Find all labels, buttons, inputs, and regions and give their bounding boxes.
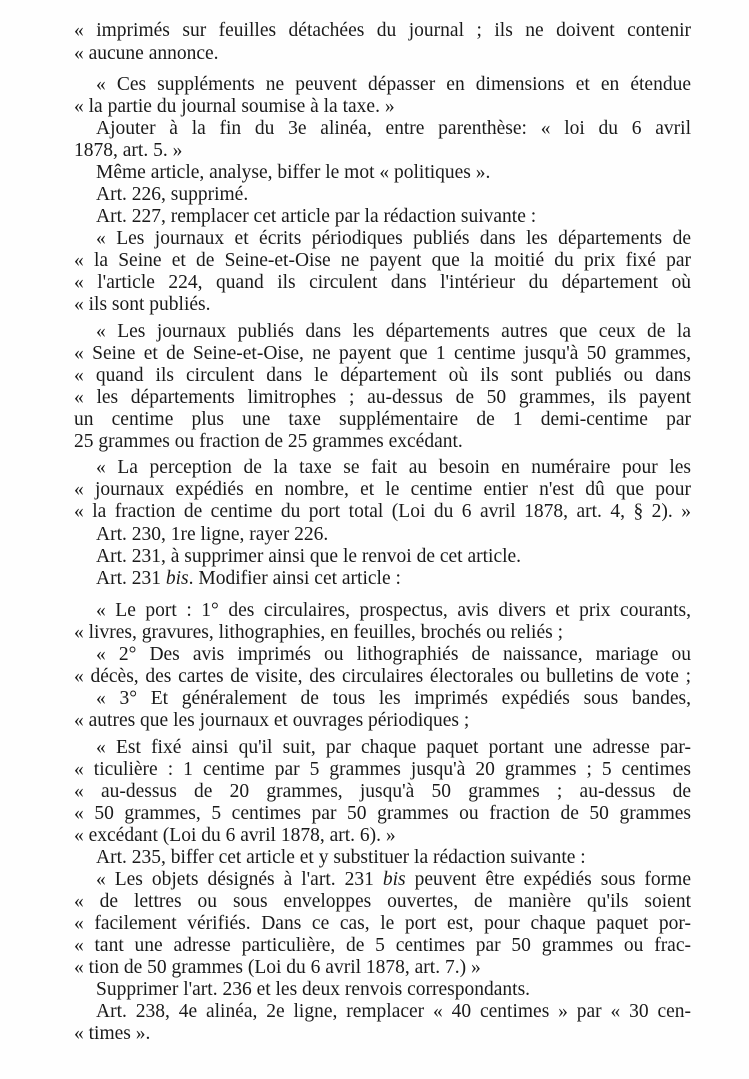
text-line: [96, 73, 691, 97]
text-line: [74, 386, 691, 410]
text-line: [74, 824, 691, 848]
text-line: [74, 478, 691, 502]
text-segment: « ils sont publiés.: [74, 294, 211, 315]
text-segment: un centime plus une taxe supplémentaire de 1 demi-centime par: [74, 409, 691, 430]
text-segment: « 50 grammes, 5 centimes par 50 grammes ou fraction de 50 grammes: [74, 803, 691, 824]
text-segment: « Les journaux et écrits périodiques publiés dans les départements de: [96, 228, 691, 249]
text-segment: « au-dessus de 20 grammes, jusqu'à 50 grammes ; au-dessus de: [74, 781, 691, 802]
text-line: [74, 19, 691, 43]
text-line: [96, 846, 691, 870]
text-line: [74, 271, 691, 295]
text-segment: Supprimer l'art. 236 et les deux renvois correspondants.: [96, 979, 531, 1000]
text-line: [74, 430, 691, 454]
text-line: [96, 227, 691, 251]
text-line: [96, 161, 691, 185]
text-segment: Art. 230, 1re ligne, rayer 226.: [96, 524, 329, 545]
text-segment: « Ces suppléments ne peuvent dépasser en dimensions et en étendue: [96, 74, 691, 95]
text-line: [96, 117, 691, 141]
text-segment: peuvent être expédiés sous forme: [405, 869, 691, 890]
text-line: [74, 139, 691, 163]
text-segment: « quand ils circulent dans le département où ils sont publiés ou dans: [74, 365, 691, 386]
italic-text: bis: [382, 869, 406, 890]
text-line: [74, 890, 691, 914]
text-line: [96, 1000, 691, 1024]
text-segment: « la Seine et de Seine-et-Oise ne payent que la moitié du prix fixé par: [74, 250, 691, 271]
text-line: [74, 665, 691, 689]
text-line: [96, 183, 691, 207]
text-segment: « autres que les journaux et ouvrages périodiques ;: [74, 710, 470, 731]
text-line: [96, 868, 691, 892]
text-segment: « La perception de la taxe se fait au besoin en numéraire pour les: [96, 457, 691, 478]
text-line: [96, 978, 691, 1002]
text-segment: « Seine et de Seine-et-Oise, ne payent que 1 centime jusqu'à 50 grammes,: [74, 343, 691, 364]
text-segment: « 2° Des avis imprimés ou lithographiés de naissance, mariage ou: [96, 644, 691, 665]
text-segment: Art. 226, supprimé.: [96, 184, 249, 205]
text-segment: « Les journaux publiés dans les départements autres que ceux de la: [96, 321, 691, 342]
text-segment: Art. 231: [96, 568, 166, 589]
text-segment: Art. 235, biffer cet article et y substituer la rédaction suivante :: [96, 847, 586, 868]
text-line: [96, 456, 691, 480]
text-segment: . Modifier ainsi cet article :: [188, 568, 401, 589]
text-segment: 25 grammes ou fraction de 25 grammes excédant.: [74, 431, 463, 452]
text-line: [96, 545, 691, 569]
text-line: [74, 621, 691, 645]
text-segment: « Est fixé ainsi qu'il suit, par chaque paquet portant une adresse par-: [96, 737, 691, 758]
text-segment: « les départements limitrophes ; au-dessus de 50 grammes, ils payent: [74, 387, 691, 408]
text-line: [96, 736, 691, 760]
text-line: [74, 42, 691, 66]
text-segment: 1878, art. 5. »: [74, 140, 183, 161]
text-line: [96, 687, 691, 711]
text-line: [74, 293, 691, 317]
text-segment: « la fraction de centime du port total (Loi du 6 avril 1878, art. 4, § 2). »: [74, 501, 691, 522]
text-segment: Ajouter à la fin du 3e alinéa, entre parenthèse: « loi du 6 avril: [96, 118, 691, 139]
text-line: [74, 342, 691, 366]
text-segment: « ticulière : 1 centime par 5 grammes jusqu'à 20 grammes ; 5 centimes: [74, 759, 691, 780]
text-line: [74, 802, 691, 826]
text-segment: « journaux expédiés en nombre, et le centime entier n'est dû que pour: [74, 479, 691, 500]
text-segment: « aucune annonce.: [74, 43, 219, 64]
text-segment: « imprimés sur feuilles détachées du journal ; ils ne doivent contenir: [74, 20, 691, 41]
text-line: [74, 758, 691, 782]
text-line: [74, 408, 691, 432]
text-line: [74, 364, 691, 388]
italic-text: bis: [165, 568, 189, 589]
text-line: [74, 249, 691, 273]
text-line: [74, 780, 691, 804]
text-line: [96, 205, 691, 229]
text-line: [96, 643, 691, 667]
text-segment: Même article, analyse, biffer le mot « politiques ».: [96, 162, 491, 183]
text-segment: « livres, gravures, lithographies, en feuilles, brochés ou reliés ;: [74, 622, 563, 643]
text-line: [74, 709, 691, 733]
text-line: [74, 956, 691, 980]
text-line: [74, 912, 691, 936]
text-segment: « de lettres ou sous enveloppes ouvertes, de manière qu'ils soient: [74, 891, 691, 912]
text-segment: « times ».: [74, 1023, 151, 1044]
text-segment: « la partie du journal soumise à la taxe. »: [74, 96, 395, 117]
text-segment: « tant une adresse particulière, de 5 centimes par 50 grammes ou frac-: [74, 935, 691, 956]
text-line: [96, 599, 691, 623]
text-line: [96, 320, 691, 344]
text-segment: « décès, des cartes de visite, des circulaires électorales ou bulletins de vote ;: [74, 666, 691, 687]
text-segment: Art. 238, 4e alinéa, 2e ligne, remplacer « 40 centimes » par « 30 cen-: [96, 1001, 691, 1022]
text-line: [74, 1022, 691, 1046]
text-segment: « Les objets désignés à l'art. 231: [96, 869, 383, 890]
text-segment: « Le port : 1° des circulaires, prospectus, avis divers et prix courants,: [96, 600, 691, 621]
text-line: [96, 523, 691, 547]
text-segment: Art. 231, à supprimer ainsi que le renvoi de cet article.: [96, 546, 522, 567]
text-segment: « l'article 224, quand ils circulent dans l'intérieur du département où: [74, 272, 691, 293]
text-segment: « 3° Et généralement de tous les imprimés expédiés sous bandes,: [96, 688, 691, 709]
text-segment: Art. 227, remplacer cet article par la rédaction suivante :: [96, 206, 537, 227]
text-segment: « tion de 50 grammes (Loi du 6 avril 1878, art. 7.) »: [74, 957, 481, 978]
text-line: [74, 934, 691, 958]
text-line: [74, 500, 691, 524]
text-segment: « facilement vérifiés. Dans ce cas, le port est, pour chaque paquet por-: [74, 913, 691, 934]
text-line: [96, 567, 691, 591]
text-segment: « excédant (Loi du 6 avril 1878, art. 6). »: [74, 825, 396, 846]
text-line: [74, 95, 691, 119]
